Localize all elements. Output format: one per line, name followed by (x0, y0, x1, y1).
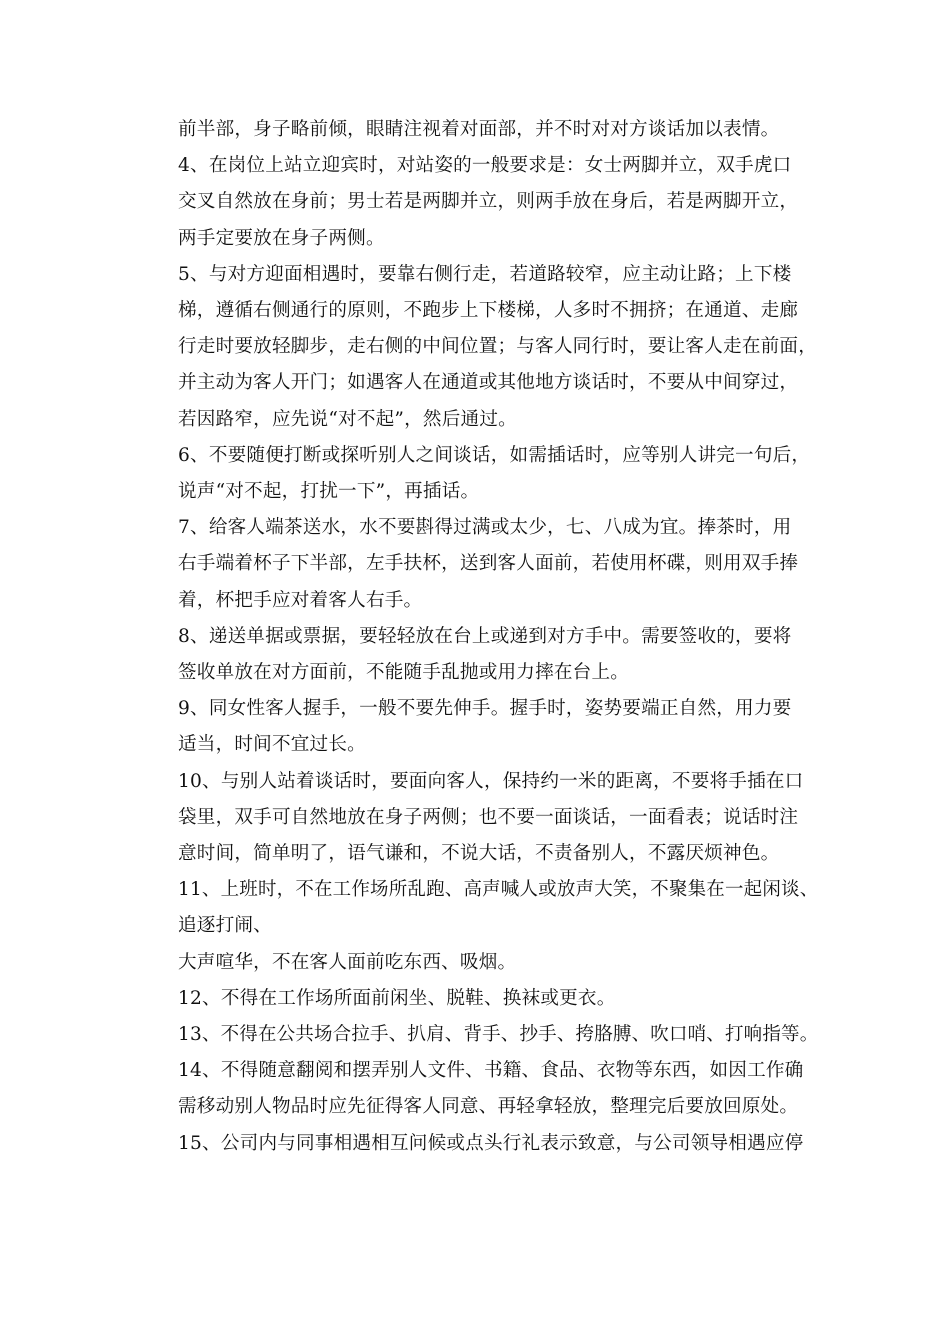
text-line-21: 意时间，简单明了，语气谦和，不说大话，不责备别人，不露厌烦神色。 (178, 843, 780, 864)
text-line-5: 5、与对方迎面相遇时，要靠右侧行走，若道路较窄，应主动让路；上下楼 (178, 264, 792, 285)
text-line-7: 行走时要放轻脚步，走右侧的中间位置；与客人同行时，要让客人走在前面， (178, 336, 817, 357)
text-line-9: 若因路窄，应先说“对不起”，然后通过。 (178, 409, 517, 430)
text-line-28: 需移动别人物品时应先征得客人同意、再轻拿轻放，整理完后要放回原处。 (178, 1096, 799, 1117)
text-line-18: 适当，时间不宜过长。 (178, 734, 366, 755)
text-line-12: 7、给客人端茶送水，水不要斟得过满或太少，七、八成为宜。捧茶时，用 (178, 517, 792, 538)
text-line-1: 前半部，身子略前倾，眼睛注视着对面部，并不时对对方谈话加以表情。 (178, 119, 780, 140)
text-line-29: 15、公司内与同事相遇相互问候或点头行礼表示致意，与公司领导相遇应停 (178, 1133, 804, 1154)
text-line-14: 着，杯把手应对着客人右手。 (178, 590, 423, 611)
text-line-13: 右手端着杯子下半部，左手扶杯，送到客人面前，若使用杯碟，则用双手捧 (178, 553, 799, 574)
text-line-22: 11、上班时，不在工作场所乱跑、高声喊人或放声大笑，不聚集在一起闲谈、 (178, 879, 819, 900)
text-line-8: 并主动为客人开门；如遇客人在通道或其他地方谈话时，不要从中间穿过， (178, 372, 799, 393)
text-line-20: 袋里，双手可自然地放在身子两侧；也不要一面谈话，一面看表；说话时注 (178, 807, 799, 828)
text-line-25: 12、不得在工作场所面前闲坐、脱鞋、换袜或更衣。 (178, 988, 616, 1009)
text-line-2: 4、在岗位上站立迎宾时，对站姿的一般要求是：女士两脚并立，双手虎口 (178, 155, 792, 176)
text-line-19: 10、与别人站着谈话时，要面向客人，保持约一米的距离，不要将手插在口 (178, 771, 804, 792)
text-line-10: 6、不要随便打断或探听别人之间谈话，如需插话时，应等别人讲完一句后， (178, 445, 811, 466)
text-line-3: 交叉自然放在身前；男士若是两脚并立，则两手放在身后，若是两脚开立， (178, 191, 799, 212)
text-line-27: 14、不得随意翻阅和摆弄别人文件、书籍、食品、衣物等东西，如因工作确 (178, 1060, 804, 1081)
text-line-15: 8、递送单据或票据，要轻轻放在台上或递到对方手中。需要签收的，要将 (178, 626, 792, 647)
text-line-6: 梯，遵循右侧通行的原则，不跑步上下楼梯，人多时不拥挤；在通道、走廊 (178, 300, 799, 321)
text-line-24: 大声喧华，不在客人面前吃东西、吸烟。 (178, 952, 517, 973)
text-line-17: 9、同女性客人握手，一般不要先伸手。握手时，姿势要端正自然，用力要 (178, 698, 792, 719)
text-line-11: 说声“对不起，打扰一下”，再插话。 (178, 481, 480, 502)
text-line-26: 13、不得在公共场合拉手、扒肩、背手、抄手、挎胳膊、吹口哨、打响指等。 (178, 1024, 819, 1045)
text-line-23: 追逐打闹、 (178, 915, 272, 936)
text-line-16: 签收单放在对方面前，不能随手乱抛或用力摔在台上。 (178, 662, 630, 683)
text-line-4: 两手定要放在身子两侧。 (178, 228, 385, 249)
